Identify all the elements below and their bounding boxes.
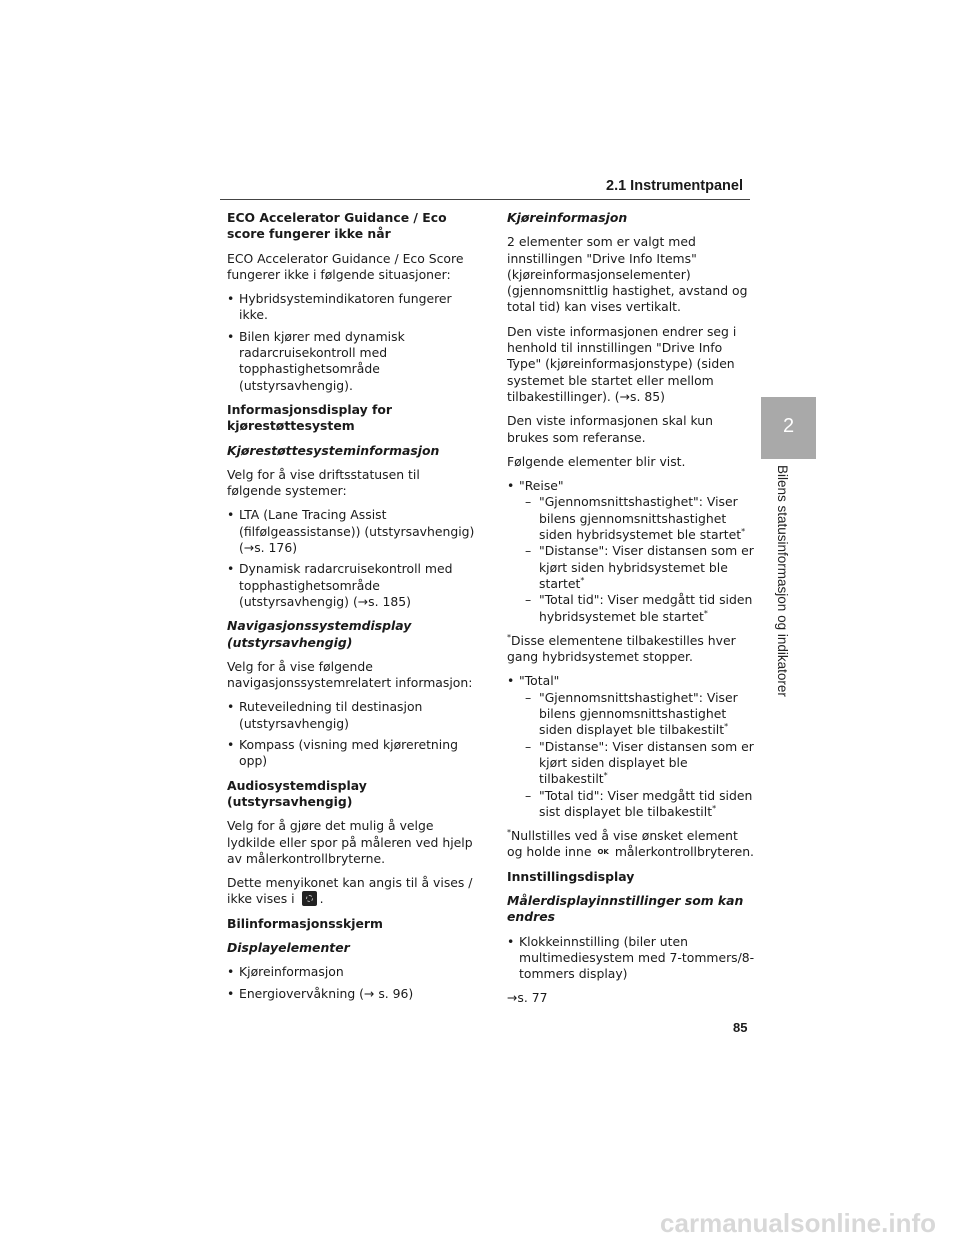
list-item: • Klokkeinnstilling (biler uten multimediesystem med 7-tommers/8-tommers display): [507, 934, 757, 983]
footnote-mark: *: [580, 575, 585, 585]
footnote-mark: *: [603, 771, 608, 781]
heading-driving-support: Informasjonsdisplay for kjørestøttesystem: [227, 401, 393, 434]
paragraph: 2 elementer som er valgt med innstillingen "Drive Info Items" (kjøreinformasjonselementer) (gjennomsnittlig hastighet, avstand og total tid) kan vises vertikalt.: [507, 234, 748, 315]
text: "Distanse": Viser distansen som er kjørt siden displayet ble tilbakestilt: [539, 738, 754, 787]
paragraph: Velg for å gjøre det mulig å velge lydkilde eller spor på måleren ved hjelp av målerkontrollbryterne.: [227, 818, 473, 866]
chapter-title: Bilens statusinformasjon og indikatorer: [775, 465, 790, 697]
text: .: [319, 891, 324, 907]
footnote-mark: *: [712, 803, 717, 813]
footnote: [507, 828, 757, 861]
chapter-tab: [761, 397, 816, 459]
text: "Distanse": Viser distansen som er kjørt siden hybridsystemet ble startet: [539, 543, 754, 591]
list-item: [507, 478, 757, 625]
settings-icon: [302, 891, 317, 906]
paragraph: Velg for å vise driftsstatusen til følgende systemer:: [227, 466, 420, 499]
list-item: [507, 673, 757, 820]
text: Disse elementene tilbakestilles hver gang hybridsystemet stopper.: [507, 632, 736, 665]
subheading: Kjørestøttesysteminformasjon: [227, 442, 440, 458]
left-column: [227, 210, 477, 1010]
bullet-list: [507, 673, 757, 820]
chapter-number: 2: [782, 415, 795, 437]
text: "Total tid": Viser medgått tid siden hybridsystemet ble startet: [539, 592, 753, 624]
list-item: [519, 592, 757, 625]
bullet-list: [227, 699, 477, 769]
list-item: [519, 494, 757, 543]
text: Dette menyikonet kan angis til å vises / ikke vises i: [227, 875, 473, 907]
text: "Gjennomsnittshastighet": Viser bilens gjennomsnittshastighet siden hybridsystemet ble startet: [539, 494, 742, 543]
text: "Total tid": Viser medgått tid siden sist displayet ble tilbakestilt: [539, 787, 753, 819]
page-number: 85: [733, 1020, 748, 1035]
text: Nullstilles ved å vise ønsket element og holde inne: [507, 828, 738, 860]
bullet-list: [227, 507, 477, 610]
list-item: • Bilen kjører med dynamisk radarcruisekontroll med topphastighetsområde (utstyrsavhengig).: [227, 329, 477, 394]
footnote: [507, 633, 757, 666]
ok-button-icon: OK: [597, 848, 609, 857]
subheading: Navigasjonssystemdisplay (utstyrsavhengig): [227, 618, 412, 650]
list-item: • Ruteveiledning til destinasjon (utstyrsavhengig): [227, 699, 477, 732]
list-item: • Energiovervåkning (→ s. 96): [227, 986, 477, 1002]
subheading: Kjøreinformasjon: [507, 210, 628, 225]
heading-settings: Innstillingsdisplay: [507, 868, 635, 884]
item-label: "Reise": [519, 478, 564, 494]
paragraph: ECO Accelerator Guidance / Eco Score fungerer ikke i følgende situasjoner:: [227, 250, 464, 282]
footnote-mark: *: [703, 608, 708, 618]
list-item: • Dynamisk radarcruisekontroll med topphastighetsområde (utstyrsavhengig) (→s. 185): [227, 561, 477, 610]
list-item: • Hybridsystemindikatoren fungerer ikke.: [227, 291, 477, 324]
bullet-list: [507, 478, 757, 625]
footnote-mark: *: [507, 632, 511, 642]
heading-audio: Audiosystemdisplay (utstyrsavhengig): [227, 777, 367, 809]
paragraph: Følgende elementer blir vist.: [507, 453, 686, 469]
list-item: • Kjøreinformasjon: [227, 964, 477, 980]
header-divider: [220, 199, 750, 200]
paragraph: [227, 875, 477, 908]
list-item: [519, 739, 757, 788]
paragraph: Velg for å vise følgende navigasjonssystemrelatert informasjon:: [227, 658, 473, 691]
bullet-list: [507, 934, 757, 983]
dash-list: [519, 494, 757, 624]
dash-list: [519, 690, 757, 820]
list-item: • LTA (Lane Tracing Assist (filfølgeassistanse)) (utstyrsavhengig) (→s. 176): [227, 507, 477, 556]
text: "Gjennomsnittshastighet": Viser bilens gjennomsnittshastighet siden displayet ble tilbakestilt: [539, 689, 738, 738]
subheading: Displayelementer: [227, 939, 350, 955]
list-item: [519, 543, 757, 592]
footnote-mark: *: [724, 722, 729, 732]
heading-vehicle-info: Bilinformasjonsskjerm: [227, 915, 383, 931]
footnote-mark: *: [741, 526, 746, 536]
bullet-list: [227, 964, 477, 1002]
bullet-list: [227, 291, 477, 394]
watermark: carmanualsonline.info: [660, 1208, 936, 1238]
text: målerkontrollbryteren.: [614, 844, 754, 860]
heading-eco: ECO Accelerator Guidance / Eco score fungerer ikke når: [227, 210, 447, 242]
footnote-mark: *: [507, 827, 511, 837]
list-item: • Kompass (visning med kjøreretning opp): [227, 737, 477, 770]
list-item: [519, 690, 757, 739]
right-column: [507, 210, 757, 1015]
section-header: 2.1 Instrumentpanel: [606, 178, 743, 194]
page-reference: →s. 77: [507, 990, 548, 1006]
list-item: [519, 788, 757, 821]
paragraph: Den viste informasjonen skal kun brukes som referanse.: [507, 413, 714, 445]
paragraph: Den viste informasjonen endrer seg i henhold til innstillingen "Drive Info Type" (kjøreinformasjonstype) (siden systemet ble startet eller mellom tilbakestillinger). (→s. 85): [507, 323, 737, 404]
subheading: Målerdisplayinnstillinger som kan endres: [507, 892, 744, 925]
item-label: "Total": [519, 673, 560, 689]
